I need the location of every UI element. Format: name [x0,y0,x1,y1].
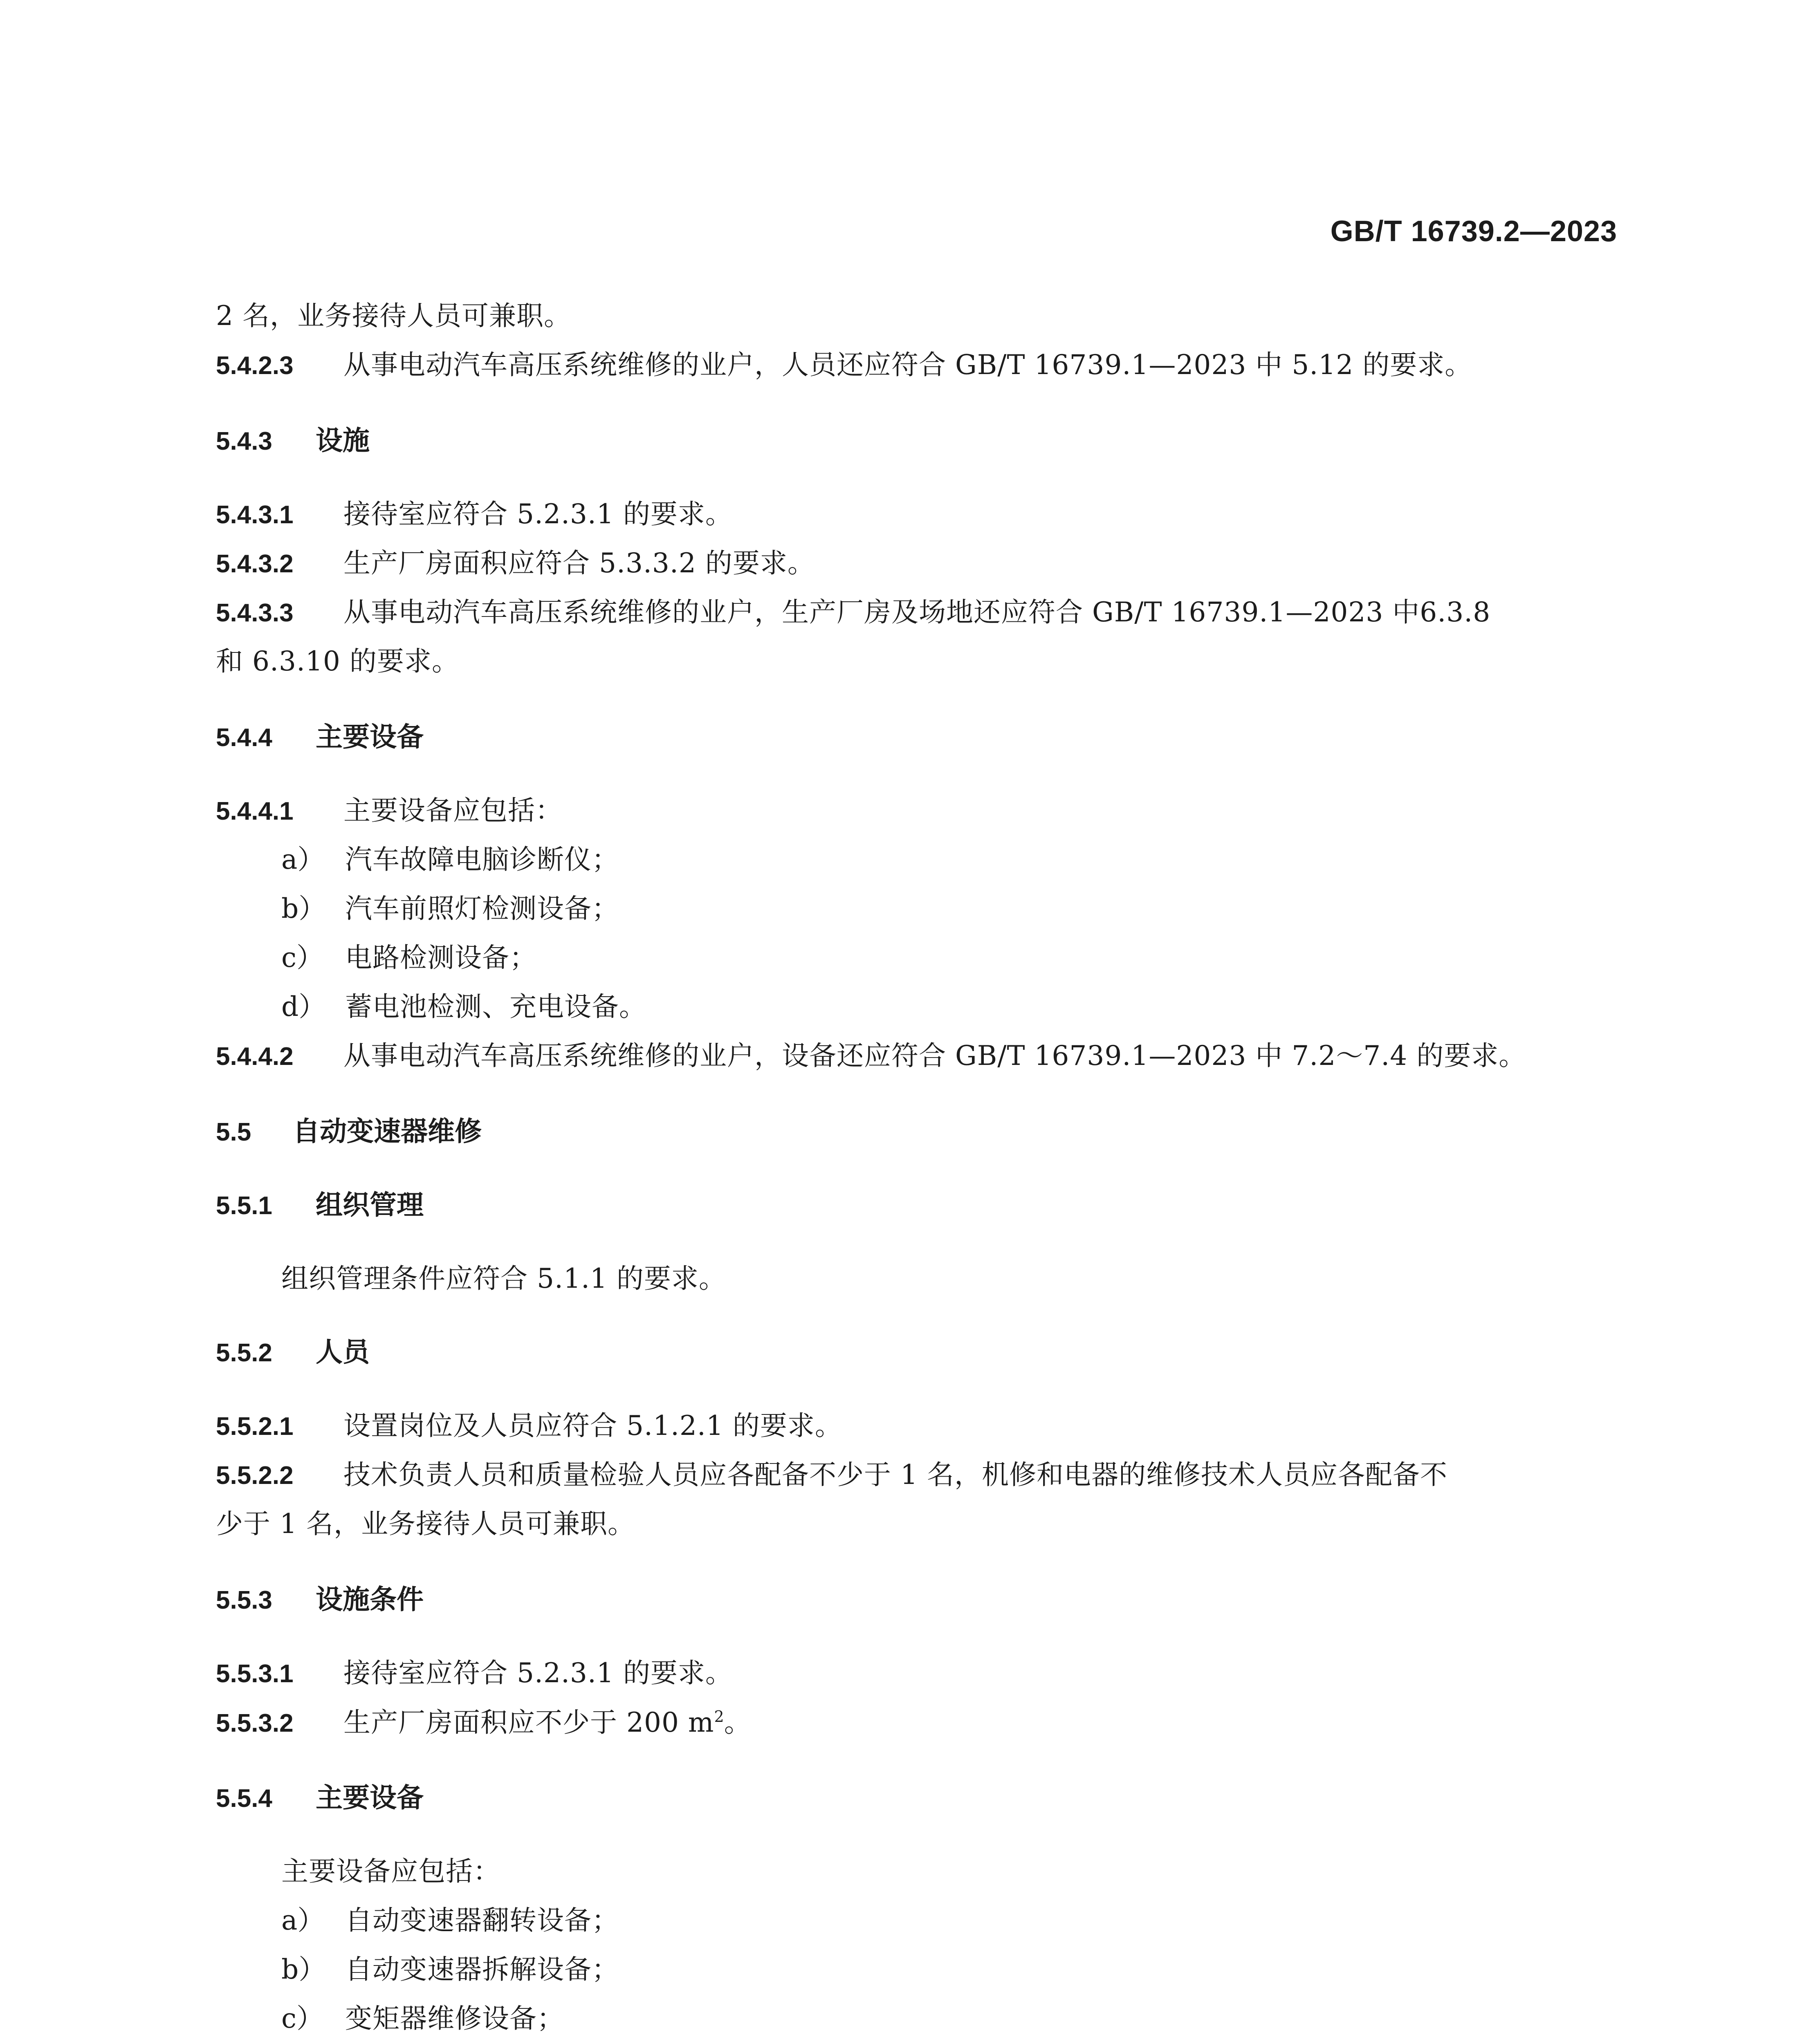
list-item [281,1956,619,1983]
clause-text: 技术负责人员和质量检验人员应各配备不少于 1 名，机修和电器的维修技术人员应各配备不 [343,1459,1447,1490]
clause-5-4-3-3 [216,596,1491,628]
list-item-text: 电路检测设备； [345,942,537,973]
clause-number: 5.4.4.1 [216,797,294,825]
section-heading-5-5 [216,1118,482,1145]
list-item-marker: c） [281,2003,323,2034]
paragraph-text: 主要设备应包括： [281,1856,500,1887]
paragraph-text: 2 名，业务接待人员可兼职。 [216,300,571,332]
clause-text: 和 6.3.10 的要求。 [216,645,459,677]
clause-continuation [216,1508,635,1540]
clause-number: 5.4.3.3 [216,599,294,627]
section-heading-5-5-4 [216,1784,424,1811]
superscript-exponent: 2 [714,1708,724,1726]
section-heading-5-4-3 [216,427,370,454]
heading-number: 5.4.4 [216,724,272,752]
heading-number: 5.5.1 [216,1192,272,1220]
section-heading-5-5-2 [216,1336,370,1368]
clause-5-5-3-1 [216,1657,733,1689]
clause-text: 设置岗位及人员应符合 5.1.2.1 的要求。 [343,1410,842,1441]
list-item [281,944,537,971]
list-item-marker: b） [281,893,326,924]
list-item [281,846,619,873]
list-item-text: 汽车故障电脑诊断仪； [345,844,619,875]
heading-number: 5.5.3 [216,1586,272,1614]
list-item-text: 自动变速器拆解设备； [345,1954,619,1985]
clause-number: 5.4.2.3 [216,352,294,380]
list-item-marker: b） [281,1954,326,1985]
clause-5-4-4-1 [216,797,563,824]
list-item-text: 自动变速器翻转设备； [345,1905,619,1936]
clause-text: 少于 1 名，业务接待人员可兼职。 [216,1508,635,1540]
list-item-text: 蓄电池检测、充电设备。 [345,991,646,1022]
heading-number: 5.4.3 [216,427,272,455]
section-heading-5-5-3 [216,1586,424,1613]
clause-5-4-3-2 [216,547,815,579]
clause-number: 5.5.3.1 [216,1660,294,1688]
list-item [281,895,619,922]
clause-text-tail: 。 [724,1707,752,1738]
heading-text: 设施条件 [316,1584,424,1615]
heading-text: 自动变速器维修 [293,1116,482,1147]
list-item [281,993,646,1020]
list-item-marker: d） [281,991,326,1022]
clause-text: 接待室应符合 5.2.3.1 的要求。 [343,498,733,530]
clause-5-5-3-2 [216,1709,752,1736]
heading-text: 组织管理 [316,1189,424,1221]
clause-5-5-2-1 [216,1412,842,1439]
list-item-text: 汽车前照灯检测设备； [345,893,619,924]
section-heading-5-5-1 [216,1189,424,1221]
standard-code-header: GB/T 16739.2—2023 [1330,215,1617,248]
clause-5-4-2-3 [216,349,1472,381]
heading-number: 5.5 [216,1118,251,1146]
clause-text: 从事电动汽车高压系统维修的业户，人员还应符合 GB/T 16739.1—2023 中 5.12 的要求。 [343,349,1472,381]
list-item [281,1907,619,1934]
list-item-marker: c） [281,942,323,973]
heading-text: 设施 [316,425,370,456]
heading-text: 主要设备 [316,721,424,753]
heading-text: 主要设备 [316,1782,424,1813]
clause-text: 生产厂房面积应不少于 200 m [343,1707,714,1738]
clause-text: 主要设备应包括： [343,795,563,826]
heading-text: 人员 [316,1336,370,1368]
paragraph [281,1265,726,1292]
paragraph-text: 组织管理条件应符合 5.1.1 的要求。 [281,1263,726,1294]
clause-number: 5.4.3.2 [216,550,294,578]
clause-number: 5.5.2.1 [216,1412,294,1441]
clause-5-5-2-2 [216,1461,1447,1488]
clause-continuation [216,645,459,677]
clause-5-4-4-2 [216,1042,1526,1069]
clause-text: 从事电动汽车高压系统维修的业户，生产厂房及场地还应符合 GB/T 16739.1—2023 中6.3.8 [343,596,1491,628]
heading-number: 5.5.4 [216,1784,272,1813]
list-item-marker: a） [281,1905,325,1936]
paragraph [281,1858,500,1885]
clause-number: 5.4.3.1 [216,501,294,529]
clause-text: 接待室应符合 5.2.3.1 的要求。 [343,1657,733,1689]
clause-text: 生产厂房面积应符合 5.3.3.2 的要求。 [343,547,815,579]
clause-number: 5.4.4.2 [216,1042,294,1071]
list-item-marker: a） [281,844,325,875]
clause-5-4-3-1 [216,498,733,530]
heading-number: 5.5.2 [216,1339,272,1367]
paragraph-continuation [216,300,571,332]
clause-number: 5.5.3.2 [216,1709,294,1737]
list-item [281,2005,564,2032]
list-item-text: 变矩器维修设备； [345,2003,564,2034]
section-heading-5-4-4 [216,721,424,753]
clause-text: 从事电动汽车高压系统维修的业户，设备还应符合 GB/T 16739.1—2023 中 7.2～7.4 的要求。 [343,1040,1526,1071]
clause-number: 5.5.2.2 [216,1461,294,1490]
